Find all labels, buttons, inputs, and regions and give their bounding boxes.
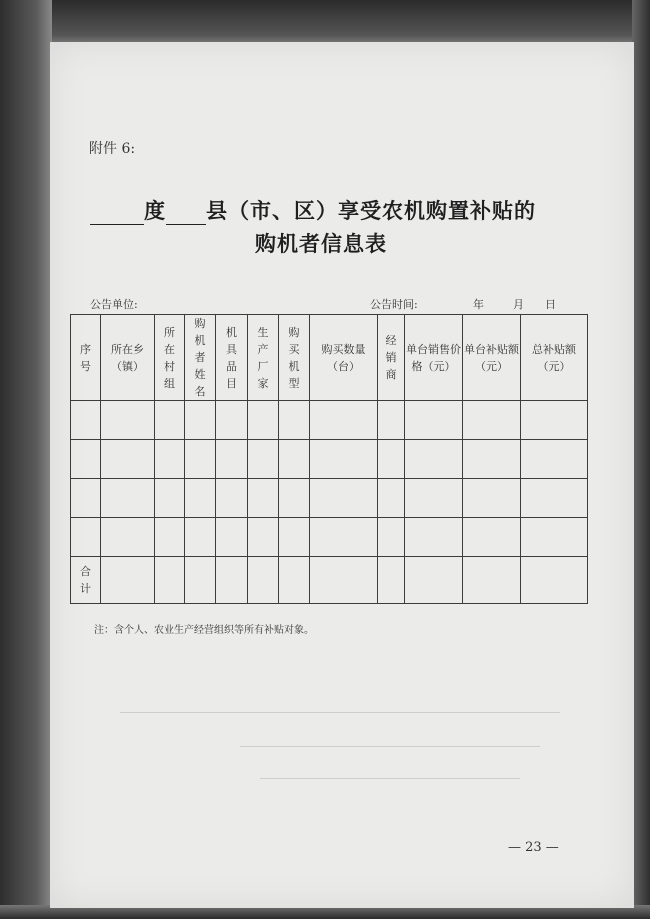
header-cell: 所在村组 (155, 315, 185, 401)
scan-border-right (632, 0, 650, 919)
header-cell: 购买数量（台） (310, 315, 378, 401)
table-header-row (71, 315, 588, 401)
county-blank (166, 204, 206, 225)
header-cell: 序号 (71, 315, 101, 401)
title-year-suffix: 度 (144, 198, 166, 223)
day-label: 日 (545, 298, 556, 311)
year-label: 年 (473, 298, 484, 311)
announcement-time-label: 公告时间: (370, 298, 418, 311)
table-total-row (71, 557, 588, 604)
header-cell: 购买机型 (279, 315, 310, 401)
page-number: — 23 — (508, 840, 559, 855)
month-label: 月 (513, 298, 524, 311)
table-footnote: 注：含个人、农业生产经营组织等所有补贴对象。 (94, 625, 314, 636)
header-cell: 机具品目 (216, 315, 248, 401)
table-row (71, 518, 588, 557)
table-row (71, 401, 588, 440)
table-row (71, 479, 588, 518)
header-cell: 所在乡（镇） (101, 315, 155, 401)
document-title-line2: 购机者信息表 (255, 231, 387, 256)
header-cell: 经销商 (378, 315, 405, 401)
scan-border-top (0, 0, 650, 44)
total-label: 合计 (71, 557, 101, 604)
title-main-text: 县（市、区）享受农机购置补贴的 (206, 198, 536, 223)
document-title-line1 (90, 195, 536, 225)
year-blank (90, 204, 144, 225)
header-cell: 单台销售价格（元） (405, 315, 463, 401)
attachment-label: 附件 6: (89, 141, 136, 157)
header-cell: 购机者姓名 (185, 315, 216, 401)
header-cell: 总补贴额（元） (521, 315, 588, 401)
buyer-info-table (70, 314, 588, 604)
reverse-side-bleed-through (120, 692, 560, 802)
header-cell: 生产厂家 (248, 315, 279, 401)
table-row (71, 440, 588, 479)
header-cell: 单台补贴额（元） (463, 315, 521, 401)
announcing-unit-label: 公告单位: (90, 298, 138, 311)
scan-border-left (0, 0, 52, 919)
